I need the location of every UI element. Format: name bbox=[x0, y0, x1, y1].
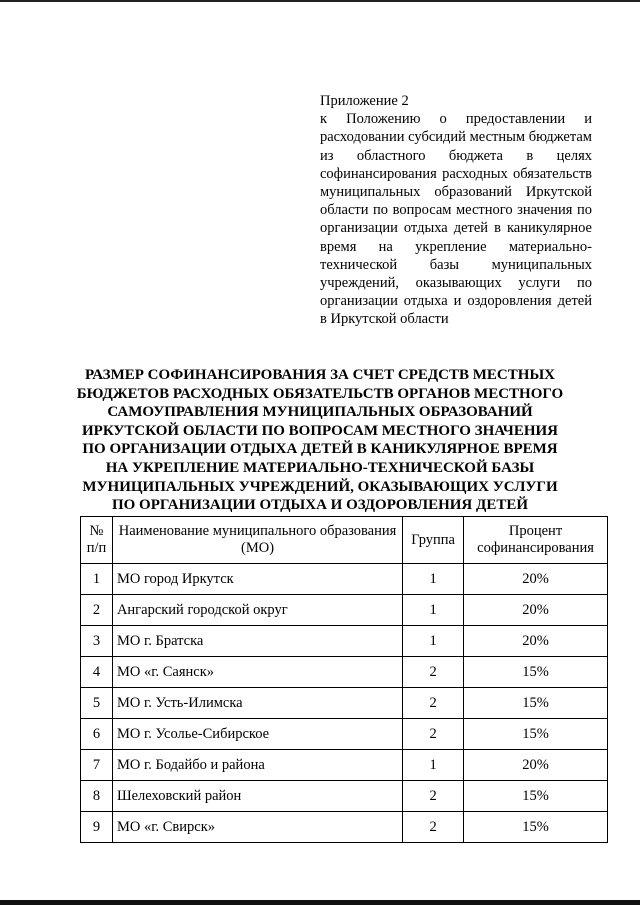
title-line: САМОУПРАВЛЕНИЯ МУНИЦИПАЛЬНЫХ ОБРАЗОВАНИЙ bbox=[107, 404, 533, 421]
title-line: ПО ОРГАНИЗАЦИИ ОТДЫХА И ОЗДОРОВЛЕНИЯ ДЕТЕЙ bbox=[111, 497, 529, 514]
cell-name: Шелеховский район bbox=[112, 781, 402, 812]
cell-percent: 15% bbox=[464, 657, 608, 688]
title-line: МУНИЦИПАЛЬНЫХ УЧРЕЖДЕНИЙ, ОКАЗЫВАЮЩИХ УСЛУГИ bbox=[82, 478, 558, 495]
cell-num: 9 bbox=[81, 812, 113, 843]
cell-name: МО «г. Саянск» bbox=[112, 657, 402, 688]
appendix-text: к Положению о предоставлении и расходовании субсидий местным бюджетам из областного бюджета в целях софинансирования расходных обязательств муниципальных образований Иркутской области по вопросам местного значения по организации отдыха детей в каникулярное время на укрепление материально-технической базы муниципальных учреждений, оказывающих услуги по организации отдыха и оздоровления детей в Иркутской области bbox=[320, 111, 592, 328]
cell-name: МО «г. Свирск» bbox=[112, 812, 402, 843]
header-group: Группа bbox=[403, 517, 464, 564]
cell-percent: 20% bbox=[464, 595, 608, 626]
cell-percent: 15% bbox=[464, 719, 608, 750]
scan-edge-bottom bbox=[0, 900, 640, 905]
cell-percent: 20% bbox=[464, 564, 608, 595]
cell-name: МО г. Усть-Илимска bbox=[112, 688, 402, 719]
cell-percent: 20% bbox=[464, 626, 608, 657]
table-row bbox=[81, 564, 608, 595]
cell-group: 2 bbox=[403, 719, 464, 750]
cofinancing-table bbox=[80, 516, 608, 843]
cell-num: 8 bbox=[81, 781, 113, 812]
table-row bbox=[81, 626, 608, 657]
cell-percent: 15% bbox=[464, 812, 608, 843]
header-num: № п/п bbox=[81, 517, 113, 564]
cell-group: 2 bbox=[403, 657, 464, 688]
table-row bbox=[81, 750, 608, 781]
table-row bbox=[81, 595, 608, 626]
cell-group: 2 bbox=[403, 812, 464, 843]
header-name: Наименование муниципального образования (МО) bbox=[112, 517, 402, 564]
table-row bbox=[81, 657, 608, 688]
appendix-block bbox=[320, 92, 592, 329]
title-line: РАЗМЕР СОФИНАНСИРОВАНИЯ ЗА СЧЕТ СРЕДСТВ МЕСТНЫХ bbox=[84, 367, 556, 383]
table-row bbox=[81, 688, 608, 719]
cell-group: 2 bbox=[403, 688, 464, 719]
cell-percent: 15% bbox=[464, 688, 608, 719]
cell-num: 4 bbox=[81, 657, 113, 688]
cell-name: МО г. Усолье-Сибирское bbox=[112, 719, 402, 750]
cell-group: 1 bbox=[403, 595, 464, 626]
cell-name: МО г. Бодайбо и района bbox=[112, 750, 402, 781]
scan-edge-top bbox=[0, 0, 640, 2]
cell-num: 5 bbox=[81, 688, 113, 719]
cell-group: 1 bbox=[403, 750, 464, 781]
cell-percent: 15% bbox=[464, 781, 608, 812]
title-line: ИРКУТСКОЙ ОБЛАСТИ ПО ВОПРОСАМ МЕСТНОГО ЗНАЧЕНИЯ bbox=[82, 422, 558, 439]
table-row bbox=[81, 719, 608, 750]
cell-num: 2 bbox=[81, 595, 113, 626]
cell-group: 1 bbox=[403, 564, 464, 595]
title-line: НА УКРЕПЛЕНИЕ МАТЕРИАЛЬНО-ТЕХНИЧЕСКОЙ БАЗЫ bbox=[105, 459, 535, 476]
header-percent: Процент софинансирования bbox=[464, 517, 608, 564]
cell-group: 2 bbox=[403, 781, 464, 812]
cell-group: 1 bbox=[403, 626, 464, 657]
cell-name: МО город Иркутск bbox=[112, 564, 402, 595]
document-title bbox=[70, 366, 570, 515]
cell-percent: 20% bbox=[464, 750, 608, 781]
cell-name: МО г. Братска bbox=[112, 626, 402, 657]
table-header-row bbox=[81, 517, 608, 564]
cell-num: 7 bbox=[81, 750, 113, 781]
cell-num: 3 bbox=[81, 626, 113, 657]
table-row bbox=[81, 812, 608, 843]
table-row bbox=[81, 781, 608, 812]
cell-num: 1 bbox=[81, 564, 113, 595]
title-line: ПО ОРГАНИЗАЦИИ ОТДЫХА ДЕТЕЙ В КАНИКУЛЯРНОЕ ВРЕМЯ bbox=[82, 441, 558, 458]
cell-name: Ангарский городской округ bbox=[112, 595, 402, 626]
cell-num: 6 bbox=[81, 719, 113, 750]
appendix-title: Приложение 2 bbox=[320, 93, 409, 109]
title-line: БЮДЖЕТОВ РАСХОДНЫХ ОБЯЗАТЕЛЬСТВ ОРГАНОВ МЕСТНОГО bbox=[76, 385, 564, 402]
